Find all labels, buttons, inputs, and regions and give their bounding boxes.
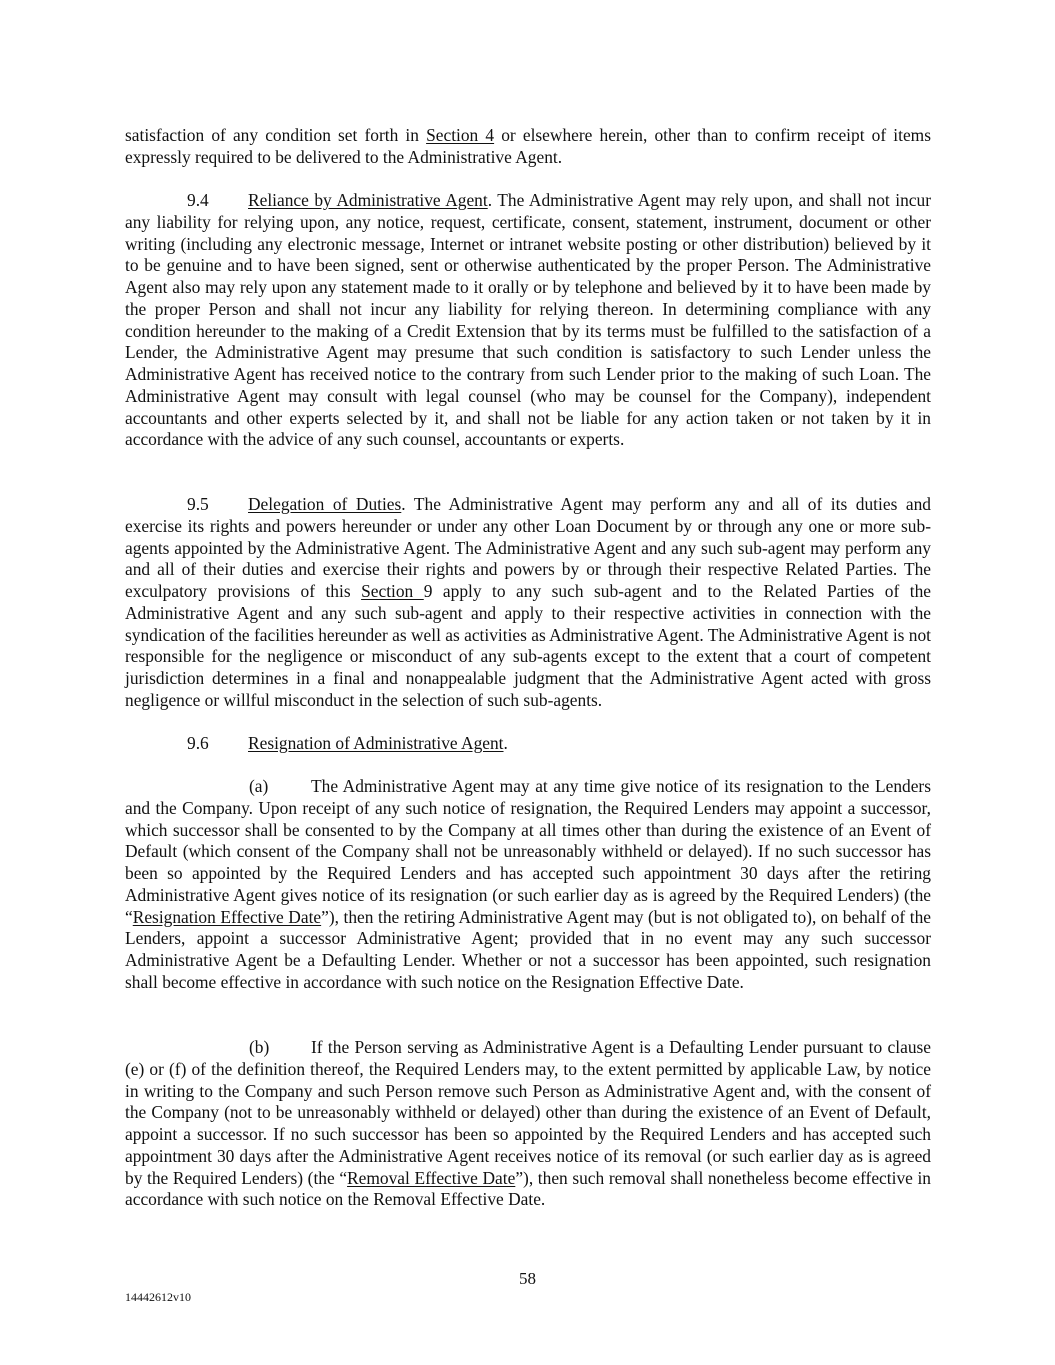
section-9-6-a-body-1: The Administrative Agent may at any time give notice of its resignation to the Lenders and the Company. Upon receipt of any such notice of resignation, the Required Lenders may appoint a successor, which successor shall be consented to by the Company at all times other than during the existence of an Event of Default (which consent of the Company shall not be unreasonably withheld or delayed). If no such successor has been so appointed by the Required Lenders and has accepted such appointment 30 days after the retiring Administrative Agent gives notice of its resignation (or such earlier day as is agreed by the Required Lenders) (the “ [125,776,931,927]
section-9-reference: Section [361,581,424,601]
section-9-5 [125,494,931,712]
section-9-6-b-body-1: If the Person serving as Administrative Agent is a Defaulting Lender pursuant to clause (e) or (f) of the definition thereof, the Required Lenders may, to the extent permitted by applicable Law, by notice in writing to the Company and such Person remove such Person as Administrative Agent and, with the consent of the Company (not to be unreasonably withheld or delayed) other than during the existence of an Event of Default, appoint a successor. If no such successor has been so appointed by the Required Lenders and has accepted such appointment 30 days after the Administrative Agent receives notice of its removal (or such earlier day as is agreed by the Required Lenders) (the “ [125,1037,931,1188]
section-9-6-b-body-2: ”), then such removal shall nonetheless become effective in accordance with such notice on the Removal Effective Date. [125,1167,931,1210]
page-number: 58 [519,1269,536,1288]
section-9-5-heading: Delegation of Duties [248,494,402,514]
section-9-4-body: . The Administrative Agent may rely upon, and shall not incur any liability for relying upon, any notice, request, certificate, consent, statement, instrument, document or other writing (including any electronic message, Internet or intranet website posting or other distribution) believed by it to be genuine and to have been signed, sent or otherwise authenticated by the proper Person. The Administrative Agent also may rely upon any statement made to it orally or by telephone and believed by it to have been made by the proper Person and shall not incur any liability for relying thereon. In determining compliance with any condition hereunder to the making of a Credit Extension that by its terms must be fulfilled to the satisfaction of a Lender, the Administrative Agent may presume that such condition is satisfactory to such Lender unless the Administrative Agent has received notice to the contrary from such Lender prior to the making of such Loan. The Administrative Agent may consult with legal counsel (who may be counsel for the Company), independent accountants and other experts selected by it, and shall not be liable for any action taken or not taken by it in accordance with the advice of any such counsel, accountants or experts. [125,190,931,450]
intro-text-2: or elsewhere herein, other than to confirm receipt of items expressly required to be delivered to the Administrative Agent. [125,125,931,167]
section-9-6-a-label: (a) [249,776,269,796]
section-9-6-a-body-2: ”), then the retiring Administrative Agent may (but is not obligated to), on behalf of the Lenders, appoint a successor Administrative Agent; provided that in no event may any such successor Administrative Agent be a Defaulting Lender. Whether or not a successor has been appointed, such resignation shall become effective in accordance with such notice on the Resignation Effective Date. [125,906,931,992]
document-id: 14442612v10 [125,1290,191,1304]
section-9-6-b-label: (b) [249,1037,270,1057]
section-9-4-number: 9.4 [187,190,209,210]
intro-text-1: satisfaction of any condition set forth in [125,125,427,145]
section-9-6-b-label-wrap [125,1037,311,1059]
section-4-reference: Section 4 [426,125,495,145]
intro-paragraph [125,125,931,169]
section-9-6-a-label-wrap [125,776,311,798]
section-9-6-heading: Resignation of Administrative Agent [248,733,504,753]
section-9-6-period: . [503,733,508,753]
resignation-effective-date-term: Resignation Effective Date [132,906,322,927]
section-9-6-b [125,1037,931,1211]
section-9-4-heading: Reliance by Administrative Agent [248,190,488,210]
section-9-6-number: 9.6 [187,733,209,753]
section-9-5-number: 9.5 [187,494,209,514]
section-9-6 [125,733,931,755]
section-9-5-body-1: . The Administrative Agent may perform any and all of its duties and exercise its rights and powers hereunder or under any other Loan Document by or through any one or more sub-agents appointed by the Administrative Agent. The Administrative Agent and any such sub-agent may perform any and all of their duties and exercise their rights and powers by or through their respective Related Parties. The exculpatory provisions of this [125,494,931,601]
section-9-5-body-2: 9 apply to any such sub-agent and to the Related Parties of the Administrative Agent and any such sub-agent and apply to their respective activities in connection with the syndication of the facilities hereunder as well as activities as Administrative Agent. The Administrative Agent is not responsible for the negligence or misconduct of any sub-agents except to the extent that a court of competent jurisdiction determines in a final and nonappealable judgment that the Administrative Agent acted with gross negligence or willful misconduct in the selection of such sub-agents. [125,581,932,710]
removal-effective-date-term: Removal Effective Date [347,1167,516,1188]
section-9-4 [125,190,931,451]
section-9-6-a [125,776,931,994]
